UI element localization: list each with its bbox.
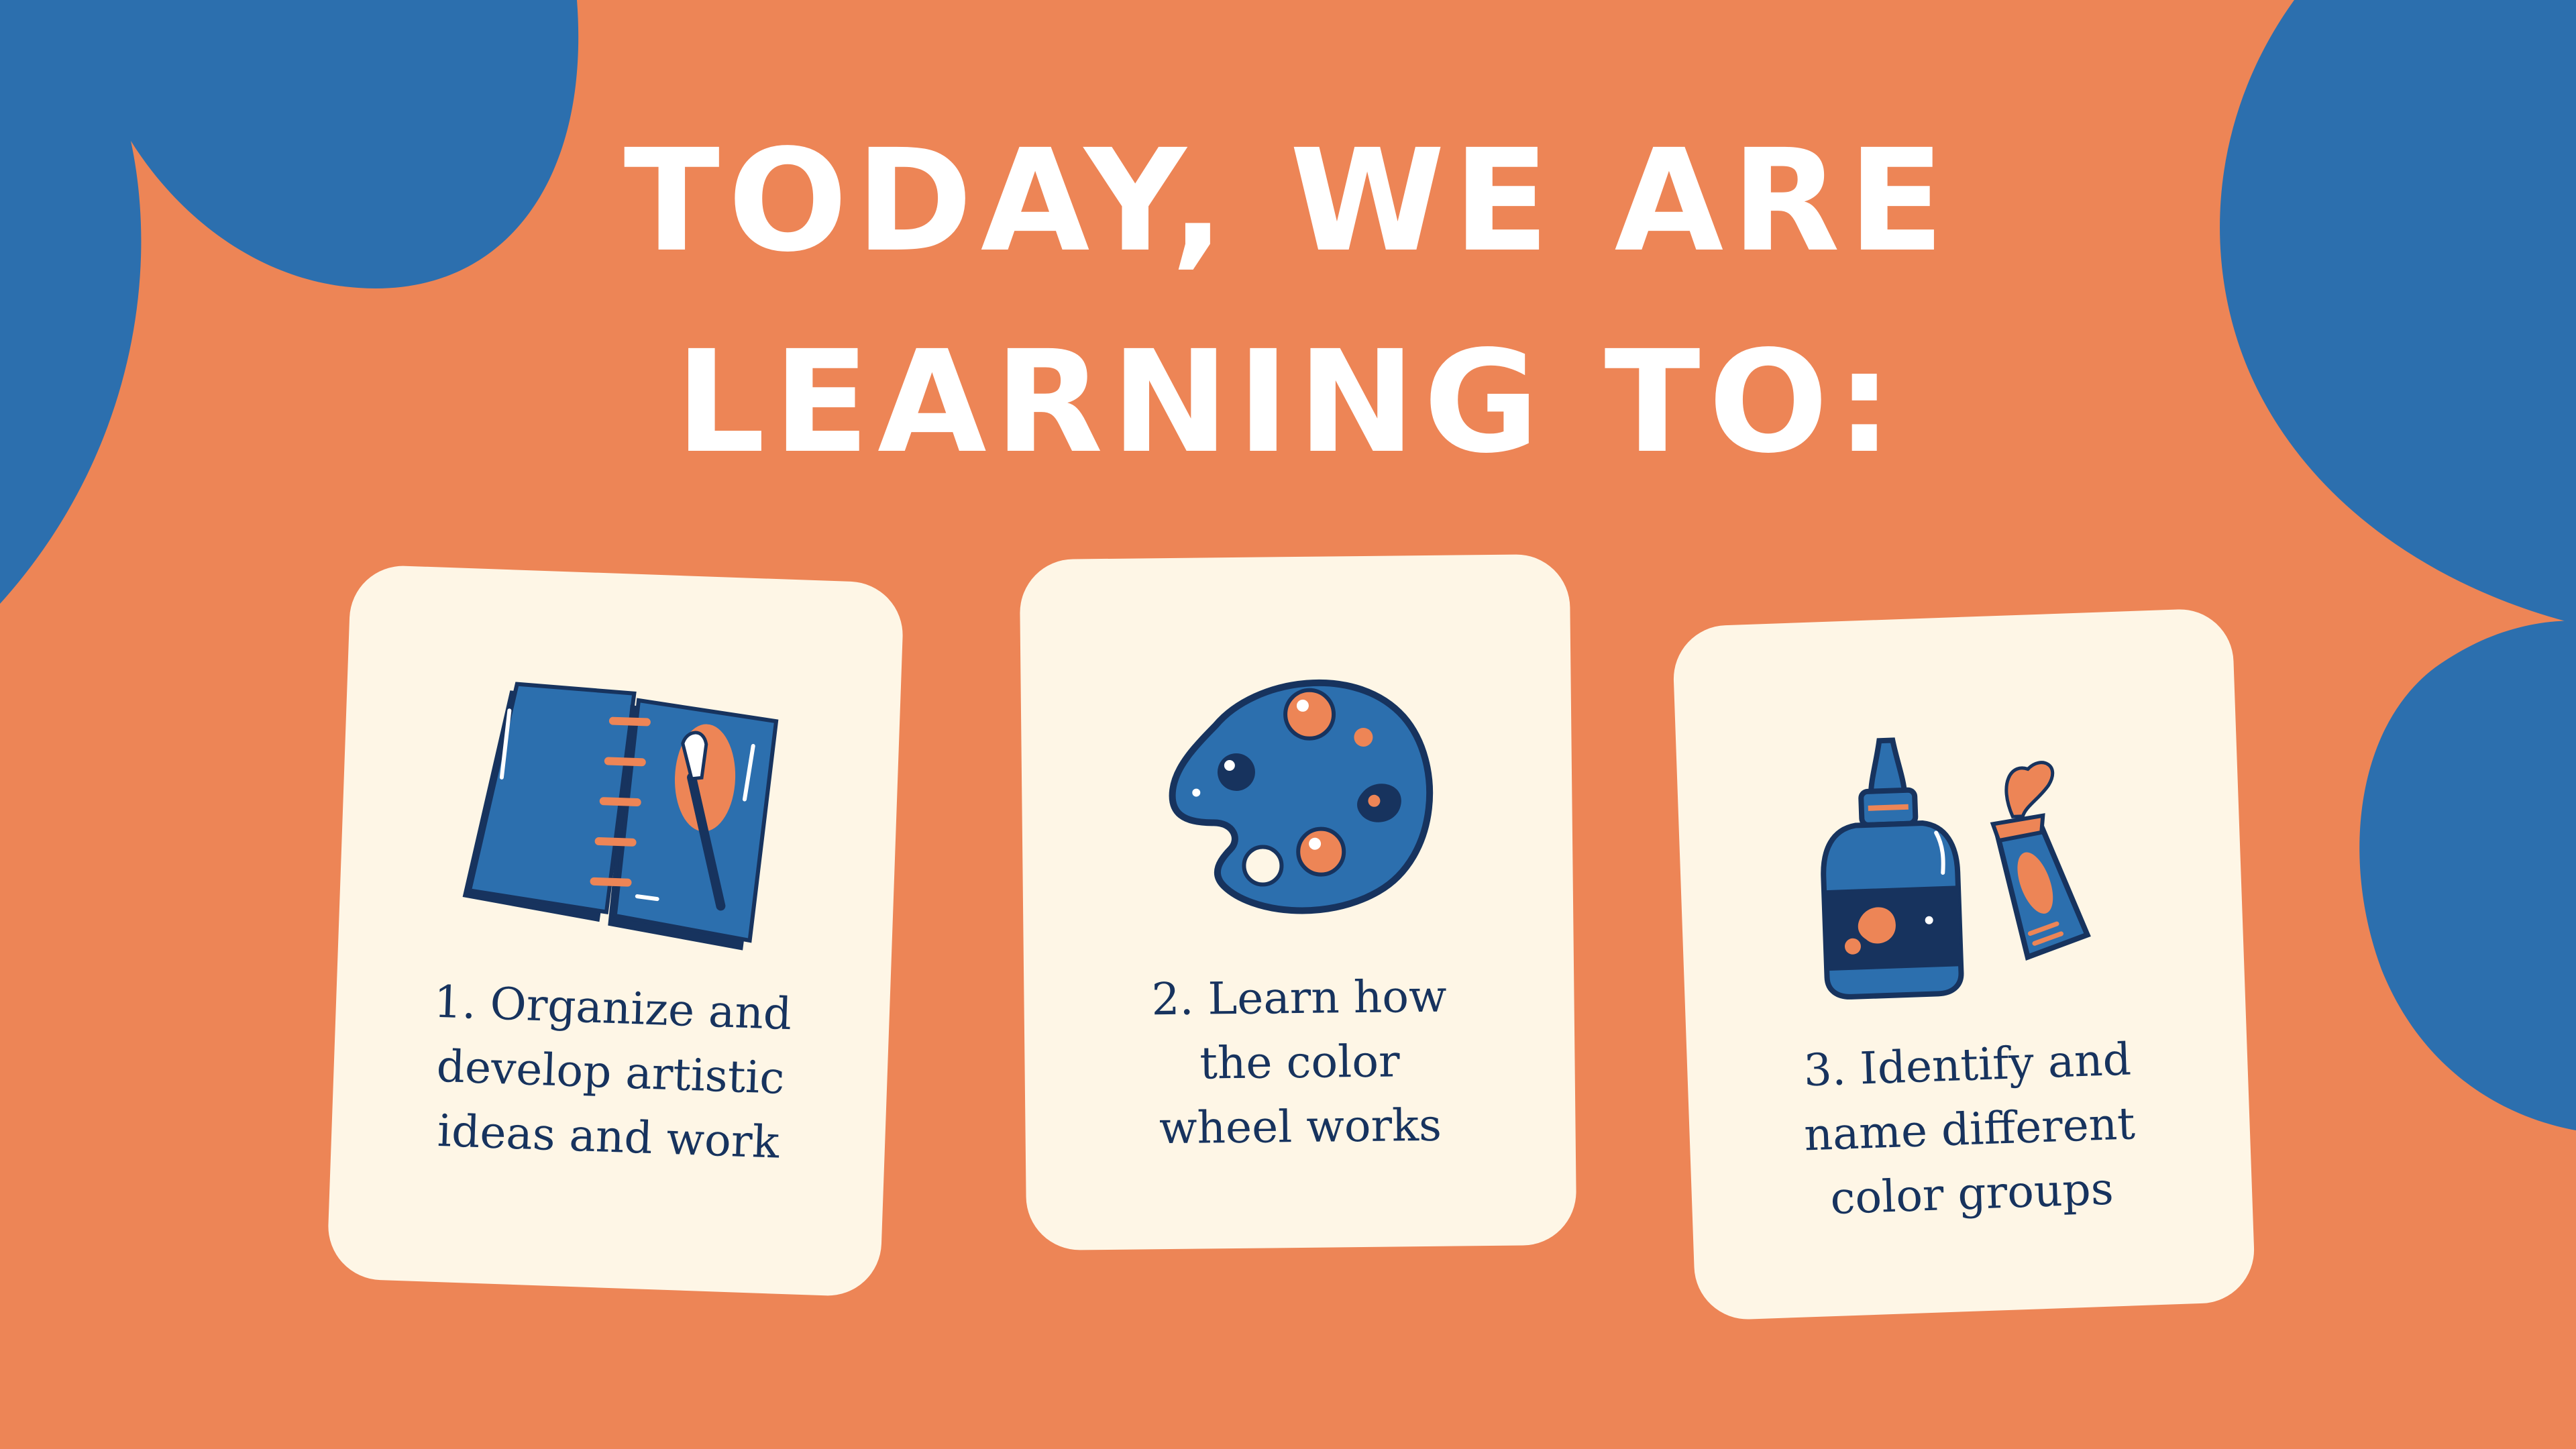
title-line-2: LEARNING TO: xyxy=(675,320,1901,484)
objective-2-line-1: 2. Learn how xyxy=(1151,970,1447,1026)
objective-1-line-2: develop artistic xyxy=(435,1040,786,1104)
objective-3-line-3: color groups xyxy=(1829,1163,2114,1225)
page-title xyxy=(0,101,2576,503)
sketchbook-icon xyxy=(453,669,785,961)
objective-card-1 xyxy=(327,564,905,1297)
paint-palette-icon xyxy=(1155,663,1439,920)
objective-2-line-3: wheel works xyxy=(1159,1099,1442,1155)
objective-1-line-3: ideas and work xyxy=(436,1104,780,1169)
objective-text-2 xyxy=(1051,963,1549,1162)
right-blob xyxy=(2348,621,2576,1137)
objective-card-3 xyxy=(1672,608,2256,1322)
title-line-1: TODAY, WE ARE xyxy=(623,119,1953,283)
objective-text-3 xyxy=(1713,1024,2226,1235)
objective-3-line-2: name different xyxy=(1803,1097,2136,1161)
objective-text-1 xyxy=(358,967,864,1178)
objective-1-line-1: 1. Organize and xyxy=(433,975,793,1040)
objective-3-line-1: 3. Identify and xyxy=(1803,1033,2133,1097)
objective-card-2 xyxy=(1020,554,1577,1251)
paint-bottle-tube-icon xyxy=(1801,712,2121,1032)
objective-2-line-2: the color xyxy=(1199,1035,1400,1089)
